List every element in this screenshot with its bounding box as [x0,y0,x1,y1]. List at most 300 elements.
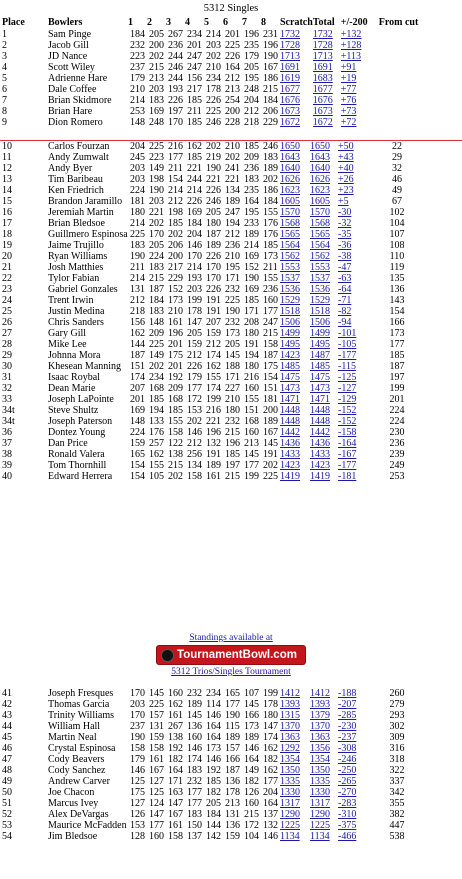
game-7-score-cell: 160 [244,798,259,809]
total-cell [310,295,338,306]
diff-link[interactable]: +76 [340,95,357,106]
from-cut-cell [379,84,421,95]
diff-link[interactable]: +113 [340,51,362,62]
from-cut-cell [379,73,421,84]
diff-link[interactable]: -283 [338,798,357,809]
game-7-score-cell: 209 [244,152,259,163]
game-5-score-cell: 221 [206,416,221,427]
scratch-link[interactable]: 1564 [280,240,300,251]
total-link[interactable]: 1436 [310,438,330,449]
game-7-score-cell: 189 [244,732,259,743]
scratch-link[interactable]: 1423 [280,350,300,361]
game-4-score-cell: 221 [187,163,202,174]
game-2-score-cell: 203 [149,196,164,207]
diff-link[interactable]: +19 [340,73,357,84]
total-link[interactable]: 1676 [312,95,333,106]
game-2-score-cell: 202 [149,361,164,372]
scratch-link[interactable]: 1290 [280,809,300,820]
total-link[interactable]: 1537 [310,273,330,284]
game-8-score-cell: 164 [263,798,278,809]
diff-link[interactable]: -105 [338,339,357,350]
game-1-score-cell: 128 [130,831,145,842]
scratch-link[interactable]: 1623 [280,185,300,196]
scratch-link[interactable]: 1393 [280,699,300,710]
total-link[interactable]: 1134 [310,831,330,842]
total-cell [310,163,338,174]
total-link[interactable]: 1677 [312,84,333,95]
total-cell [310,185,338,196]
diff-cell [338,350,376,361]
diff-link[interactable]: -207 [338,699,357,710]
bowler-name-cell: Cody Beavers [48,754,105,765]
from-cut-cell: 224 [389,405,405,416]
scratch-link[interactable]: 1619 [280,73,300,84]
total-link[interactable]: 1370 [310,721,330,732]
scratch-cell [280,273,310,284]
total-link[interactable]: 1495 [310,339,330,350]
place-cell: 17 [2,218,12,229]
scratch-link[interactable]: 1495 [280,339,300,350]
game-5-score-cell: 114 [206,699,221,710]
total-link[interactable]: 1485 [310,361,330,372]
diff-link[interactable]: -127 [338,383,357,394]
diff-link[interactable]: -158 [338,427,357,438]
game-2-score-cell: 248 [149,117,164,128]
game-8-score-cell: 202 [263,174,278,185]
diff-link[interactable]: -188 [338,688,357,699]
diff-cell [338,317,376,328]
tournament-link[interactable]: 5312 Trios/Singles Tournament [171,667,291,677]
game-1-score-cell: 232 [130,40,145,51]
diff-link[interactable]: -30 [338,207,352,218]
from-cut-cell: 108 [389,240,405,251]
scratch-link[interactable]: 1732 [280,29,300,40]
diff-link[interactable]: +128 [340,40,362,51]
scratch-cell [280,240,310,251]
total-link[interactable]: 1448 [310,405,330,416]
total-cell [310,427,338,438]
diff-link[interactable]: +73 [340,106,357,117]
total-link[interactable]: 1419 [310,471,330,482]
place-cell: 6 [2,84,7,95]
total-cell [310,765,338,776]
total-link[interactable]: 1379 [310,710,330,721]
diff-link[interactable]: -230 [338,721,357,732]
game-6-score-cell: 171 [225,273,240,284]
diff-link[interactable]: -250 [338,765,357,776]
total-link[interactable]: 1448 [310,416,330,427]
scratch-link[interactable]: 1475 [280,372,300,383]
total-link[interactable]: 1499 [310,328,330,339]
total-link[interactable]: 1225 [310,820,330,831]
scratch-link[interactable]: 1553 [280,262,300,273]
diff-cell [338,240,376,251]
header-scratch: Scratch [280,17,313,28]
from-cut-cell: 279 [389,699,405,710]
scratch-link[interactable]: 1605 [280,196,300,207]
scratch-link[interactable]: 1363 [280,732,300,743]
game-1-score-cell: 154 [130,471,145,482]
game-6-score-cell: 189 [225,196,240,207]
game-7-score-cell: 145 [244,449,259,460]
diff-link[interactable]: -270 [338,787,357,798]
game-3-score-cell: 147 [168,798,183,809]
total-link[interactable]: 1423 [310,460,330,471]
scratch-link[interactable]: 1292 [280,743,300,754]
game-8-score-cell: 200 [263,405,278,416]
scratch-link[interactable]: 1412 [280,688,300,699]
scratch-link[interactable]: 1473 [280,383,300,394]
game-4-score-cell: 136 [187,721,202,732]
game-5-score-cell: 203 [206,40,221,51]
place-cell: 33 [2,394,12,405]
scratch-link[interactable]: 1506 [280,317,300,328]
total-link[interactable]: 1475 [310,372,330,383]
scratch-link[interactable]: 1691 [280,62,300,73]
total-link[interactable]: 1643 [310,152,330,163]
scratch-link[interactable]: 1672 [280,117,300,128]
scratch-link[interactable]: 1640 [280,163,300,174]
scratch-link[interactable]: 1225 [280,820,300,831]
game-5-score-cell: 196 [206,427,221,438]
total-link[interactable]: 1335 [310,776,330,787]
diff-link[interactable]: -35 [338,229,352,240]
diff-link[interactable]: -177 [338,350,357,361]
place-cell: 18 [2,229,12,240]
scratch-link[interactable]: 1370 [280,721,300,732]
scratch-cell [280,394,310,405]
game-7-score-cell: 190 [244,273,259,284]
diff-link[interactable]: -167 [338,449,357,460]
total-link[interactable]: 1433 [310,449,330,460]
game-2-score-cell: 209 [149,328,164,339]
game-8-score-cell: 155 [263,207,278,218]
total-link[interactable]: 1393 [310,699,330,710]
scratch-link[interactable]: 1728 [280,40,300,51]
bowler-name-cell: Brandon Jaramillo [48,196,123,207]
scratch-cell [280,51,313,62]
table-row [2,394,418,405]
total-link[interactable]: 1330 [310,787,330,798]
scratch-link[interactable]: 1677 [280,84,300,95]
game-6-score-cell: 180 [225,405,240,416]
total-cell [310,328,338,339]
scratch-link[interactable]: 1676 [280,95,300,106]
game-7-score-cell: 149 [244,765,259,776]
game-1-score-cell: 159 [130,438,145,449]
diff-cell [338,699,376,710]
scratch-link[interactable]: 1643 [280,152,300,163]
scratch-cell [280,820,310,831]
total-cell [313,117,341,128]
game-7-score-cell: 218 [244,117,259,128]
from-cut-cell: 342 [389,787,405,798]
total-link[interactable]: 1564 [310,240,330,251]
game-6-score-cell: 131 [225,809,240,820]
diff-link[interactable]: -466 [338,831,357,842]
scratch-link[interactable]: 1317 [280,798,300,809]
place-cell: 12 [2,163,12,174]
diff-link[interactable]: -125 [338,372,357,383]
total-link[interactable]: 1442 [310,427,330,438]
bowler-name-cell: Joseph LaPointe [48,394,114,405]
scratch-link[interactable]: 1354 [280,754,300,765]
total-link[interactable]: 1691 [312,62,333,73]
place-cell: 42 [2,699,12,710]
table-row [2,73,421,84]
bowler-name-cell: Dontez Young [48,427,106,438]
scratch-cell [280,776,310,787]
diff-link[interactable]: +72 [340,117,357,128]
total-link[interactable]: 1473 [310,383,330,394]
diff-link[interactable]: -285 [338,710,357,721]
scratch-link[interactable]: 1537 [280,273,300,284]
scratch-link[interactable]: 1570 [280,207,300,218]
scratch-link[interactable]: 1568 [280,218,300,229]
total-link[interactable]: 1354 [310,754,330,765]
scratch-link[interactable]: 1529 [280,295,300,306]
diff-link[interactable]: -177 [338,460,357,471]
game-3-score-cell: 182 [168,754,183,765]
diff-link[interactable]: +132 [340,29,362,40]
game-7-score-cell: 146 [244,743,259,754]
diff-link[interactable]: -63 [338,273,352,284]
game-4-score-cell: 150 [187,820,202,831]
diff-link[interactable]: +43 [338,152,354,163]
game-1-score-cell: 237 [130,62,145,73]
game-5-score-cell: 191 [206,449,221,460]
game-4-score-cell: 256 [187,449,202,460]
from-cut-cell: 302 [389,721,405,732]
diff-link[interactable]: -115 [338,361,356,372]
diff-link[interactable]: +23 [338,185,354,196]
total-link[interactable]: 1487 [310,350,330,361]
game-2-score-cell: 133 [149,416,164,427]
scratch-link[interactable]: 1536 [280,284,300,295]
place-cell: 54 [2,831,12,842]
scratch-link[interactable]: 1448 [280,416,300,427]
total-link[interactable]: 1529 [310,295,330,306]
total-link[interactable]: 1471 [310,394,330,405]
diff-link[interactable]: -129 [338,394,357,405]
game-5-score-cell: 173 [206,743,221,754]
total-link[interactable]: 1605 [310,196,330,207]
scratch-link[interactable]: 1518 [280,306,300,317]
game-8-score-cell: 160 [263,295,278,306]
game-1-score-cell: 181 [130,196,145,207]
scratch-cell [280,251,310,262]
total-link[interactable]: 1317 [310,798,330,809]
game-4-score-cell: 177 [187,383,202,394]
place-cell: 45 [2,732,12,743]
diff-link[interactable]: -181 [338,471,357,482]
total-link[interactable]: 1290 [310,809,330,820]
scratch-link[interactable]: 1650 [280,141,300,152]
total-cell [310,721,338,732]
total-link[interactable]: 1536 [310,284,330,295]
total-link[interactable]: 1623 [310,185,330,196]
diff-link[interactable]: -47 [338,262,352,273]
game-8-score-cell: 184 [263,95,278,106]
total-cell [310,196,338,207]
scratch-link[interactable]: 1423 [280,460,300,471]
game-6-score-cell: 177 [225,699,240,710]
scratch-link[interactable]: 1499 [280,328,300,339]
diff-link[interactable]: -64 [338,284,352,295]
total-link[interactable]: 1518 [310,306,330,317]
diff-link[interactable]: +26 [338,174,354,185]
from-cut-cell: 102 [389,207,405,218]
game-4-score-cell: 185 [187,117,202,128]
diff-link[interactable]: -38 [338,251,352,262]
scratch-link[interactable]: 1436 [280,438,300,449]
game-6-score-cell: 213 [225,798,240,809]
from-cut-cell: 318 [389,754,405,765]
scratch-link[interactable]: 1448 [280,405,300,416]
diff-link[interactable]: -237 [338,732,357,743]
scratch-link[interactable]: 1713 [280,51,300,62]
game-6-score-cell: 185 [225,449,240,460]
game-1-score-cell: 207 [130,383,145,394]
total-link[interactable]: 1673 [312,106,333,117]
scratch-cell [280,73,313,84]
game-2-score-cell: 225 [149,339,164,350]
game-2-score-cell: 127 [149,776,164,787]
total-link[interactable]: 1412 [310,688,330,699]
scratch-link[interactable]: 1562 [280,251,300,262]
scratch-link[interactable]: 1330 [280,787,300,798]
diff-link[interactable]: -32 [338,218,352,229]
game-5-score-cell: 174 [206,350,221,361]
total-link[interactable]: 1553 [310,262,330,273]
total-link[interactable]: 1728 [312,40,333,51]
scratch-cell [280,106,313,117]
total-link[interactable]: 1650 [310,141,330,152]
game-7-score-cell: 126 [244,787,259,798]
diff-link[interactable]: -308 [338,743,357,754]
game-3-score-cell: 236 [168,40,183,51]
game-3-score-cell: 162 [168,699,183,710]
place-cell: 9 [2,117,7,128]
total-link[interactable]: 1640 [310,163,330,174]
game-5-score-cell: 202 [206,51,221,62]
diff-link[interactable]: +40 [338,163,354,174]
place-cell: 2 [2,40,7,51]
from-cut-cell: 293 [389,710,405,721]
scratch-link[interactable]: 1315 [280,710,300,721]
diff-link[interactable]: +5 [338,196,349,207]
diff-link[interactable]: -246 [338,754,357,765]
scratch-link[interactable]: 1626 [280,174,300,185]
game-5-score-cell: 164 [206,721,221,732]
game-6-score-cell: 159 [225,831,240,842]
total-link[interactable]: 1562 [310,251,330,262]
total-cell [310,240,338,251]
header-game-8: 8 [261,17,266,28]
total-cell [313,40,341,51]
total-link[interactable]: 1506 [310,317,330,328]
tournamentbowl-logo[interactable] [156,645,306,665]
game-8-score-cell: 190 [263,51,278,62]
scratch-link[interactable]: 1442 [280,427,300,438]
total-link[interactable]: 1565 [310,229,330,240]
total-link[interactable]: 1350 [310,765,330,776]
diff-link[interactable]: -265 [338,776,357,787]
scratch-cell [280,471,310,482]
total-link[interactable]: 1683 [312,73,333,84]
game-6-score-cell: 187 [225,765,240,776]
total-link[interactable]: 1672 [312,117,333,128]
scratch-cell [280,141,310,152]
total-link[interactable]: 1356 [310,743,330,754]
scratch-link[interactable]: 1350 [280,765,300,776]
diff-link[interactable]: -71 [338,295,352,306]
scratch-link[interactable]: 1433 [280,449,300,460]
game-1-score-cell: 245 [130,152,145,163]
total-cell [310,743,338,754]
game-1-score-cell: 214 [130,273,145,284]
scratch-link[interactable]: 1673 [280,106,300,117]
diff-link[interactable]: -152 [338,416,357,427]
game-5-score-cell: 212 [206,339,221,350]
diff-link[interactable]: -152 [338,405,357,416]
scratch-cell [280,95,313,106]
diff-link[interactable]: +50 [338,141,354,152]
scratch-cell [280,328,310,339]
place-cell: 40 [2,471,12,482]
total-cell [310,776,338,787]
scratch-cell [280,743,310,754]
game-4-score-cell: 232 [187,688,202,699]
standings-link[interactable]: Standings available at [189,633,273,643]
diff-link[interactable]: -82 [338,306,352,317]
diff-link[interactable]: -94 [338,317,352,328]
total-link[interactable]: 1570 [310,207,330,218]
from-cut-cell: 49 [392,185,402,196]
scratch-link[interactable]: 1134 [280,831,300,842]
total-link[interactable]: 1626 [310,174,330,185]
scratch-link[interactable]: 1471 [280,394,300,405]
diff-link[interactable]: -36 [338,240,352,251]
diff-link[interactable]: -101 [338,328,357,339]
game-3-score-cell: 192 [168,372,183,383]
bowler-name-cell: Johnna Mora [48,350,101,361]
scratch-link[interactable]: 1485 [280,361,300,372]
scratch-link[interactable]: 1335 [280,776,300,787]
table-row [2,361,418,372]
game-6-score-cell: 173 [225,328,240,339]
total-link[interactable]: 1713 [312,51,333,62]
diff-cell [338,438,376,449]
diff-cell [341,62,379,73]
game-8-score-cell: 158 [263,339,278,350]
game-2-score-cell: 148 [149,317,164,328]
diff-link[interactable]: -375 [338,820,357,831]
diff-link[interactable]: +91 [340,62,357,73]
game-2-score-cell: 185 [149,394,164,405]
diff-link[interactable]: -164 [338,438,357,449]
scratch-link[interactable]: 1565 [280,229,300,240]
game-7-score-cell: 191 [244,339,259,350]
game-7-score-cell: 152 [244,262,259,273]
scratch-link[interactable]: 1419 [280,471,300,482]
scratch-cell [280,732,310,743]
total-link[interactable]: 1363 [310,732,330,743]
total-link[interactable]: 1732 [312,29,333,40]
diff-link[interactable]: -310 [338,809,357,820]
diff-link[interactable]: +77 [340,84,357,95]
total-link[interactable]: 1568 [310,218,330,229]
